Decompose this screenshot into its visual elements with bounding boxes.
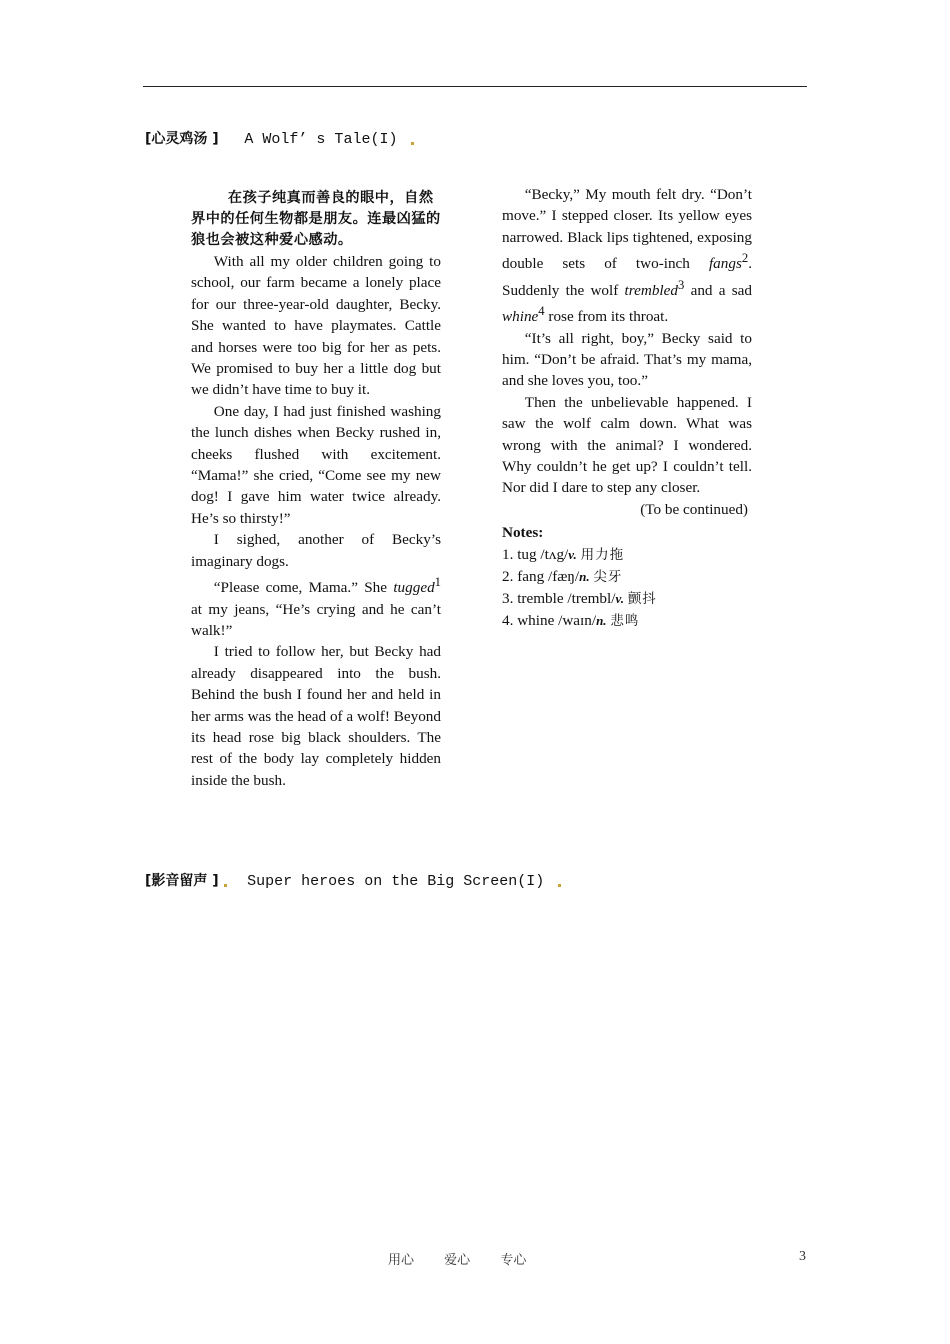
section-tag: [心灵鸡汤 ] [145,131,219,147]
paragraph-8: Then the unbelievable happened. I saw the wolf calm down. What was wrong with the animal? I wondered. Why couldn’t he get up? I couldn’t tell. Nor did I dare to step any closer. [502,393,752,497]
header-rule [143,86,807,87]
vocab-whine: whine [502,308,539,326]
paragraph-1: With all my older children going to school, our farm became a lonely place for our three-year-old daughter, Becky. She wanted to have playmates. Cattle and horses were too big for her as pets. We promised to buy her a little dog but we didn’t have time to buy it. [191,253,441,399]
note-item: 1. tug /tʌg/v. 用力拖 [502,545,625,563]
section-heading-1 [145,128,414,148]
footer-motto: 用心 爱心 专心 [388,1253,527,1268]
section-tag: [影音留声 ] [145,873,219,889]
paragraph-7: “It’s all right, boy,” Becky said to him. “Don’t be afraid. That’s my mama, and she loves you, too.” [502,329,752,390]
paragraph-2: One day, I had just finished washing the lunch dishes when Becky rushed in, cheeks flushed with excitement. “Mama!” she cried, “Come see my new dog! I gave him water twice already. He’s so thirsty!” [191,402,441,527]
notes-heading: Notes: [502,524,544,542]
footnote-ref-3: 3 [677,277,685,292]
article-title: A Wolf’ s Tale(I) [244,131,398,148]
marker-dot [411,142,414,145]
footnote-ref-2: 2 [741,251,749,266]
paragraph-5: I tried to follow her, but Becky had already disappeared into the bush. Behind the bush I found her and held in her arms was the head of a wolf! Beyond its head rose big black shoulders. The rest of the body lay completely hidden inside the bush. [191,643,441,789]
paragraph-6: “Becky,” My mouth felt dry. “Don’t move.” I stepped closer. Its yellow eyes narrowed. Black lips tightened, exposing double sets of two-inch fangs$^2$. Suddenly the wolf trembled$^3$ and a sad whine$^4$ rose from its throat. [502,186,753,326]
marker-dot [224,884,227,887]
marker-dot [558,884,561,887]
article-column-right [502,184,752,632]
note-item: 3. tremble /trembl/v. 颤抖 [502,589,657,607]
article-column-left [191,188,441,791]
footnote-ref-4: 4 [538,304,545,319]
vocab-fangs: fangs [708,255,742,273]
vocab-trembled: trembled [624,281,678,299]
footnote-ref-1: 1 [434,575,441,590]
section-title: Super heroes on the Big Screen(I) [247,873,545,890]
paragraph-4: “Please come, Mama.” She tugged$^1$ at my jeans, “He’s crying and he can’t walk!” [191,575,441,639]
page-number: 3 [799,1249,806,1264]
section-heading-2 [145,870,561,890]
note-item: 4. whine /waɪn/n. 悲鸣 [502,611,640,629]
intro-paragraph: 在孩子纯真而善良的眼中，自然界中的任何生物都是朋友。连最凶猛的狼也会被这种爱心感动。 [191,190,441,248]
vocab-tugged: tugged [393,579,435,597]
note-item: 2. fang /fæŋ/n. 尖牙 [502,567,623,585]
to-be-continued: (To be continued) [640,500,748,518]
paragraph-3: I sighed, another of Becky’s imaginary dogs. [191,531,441,570]
